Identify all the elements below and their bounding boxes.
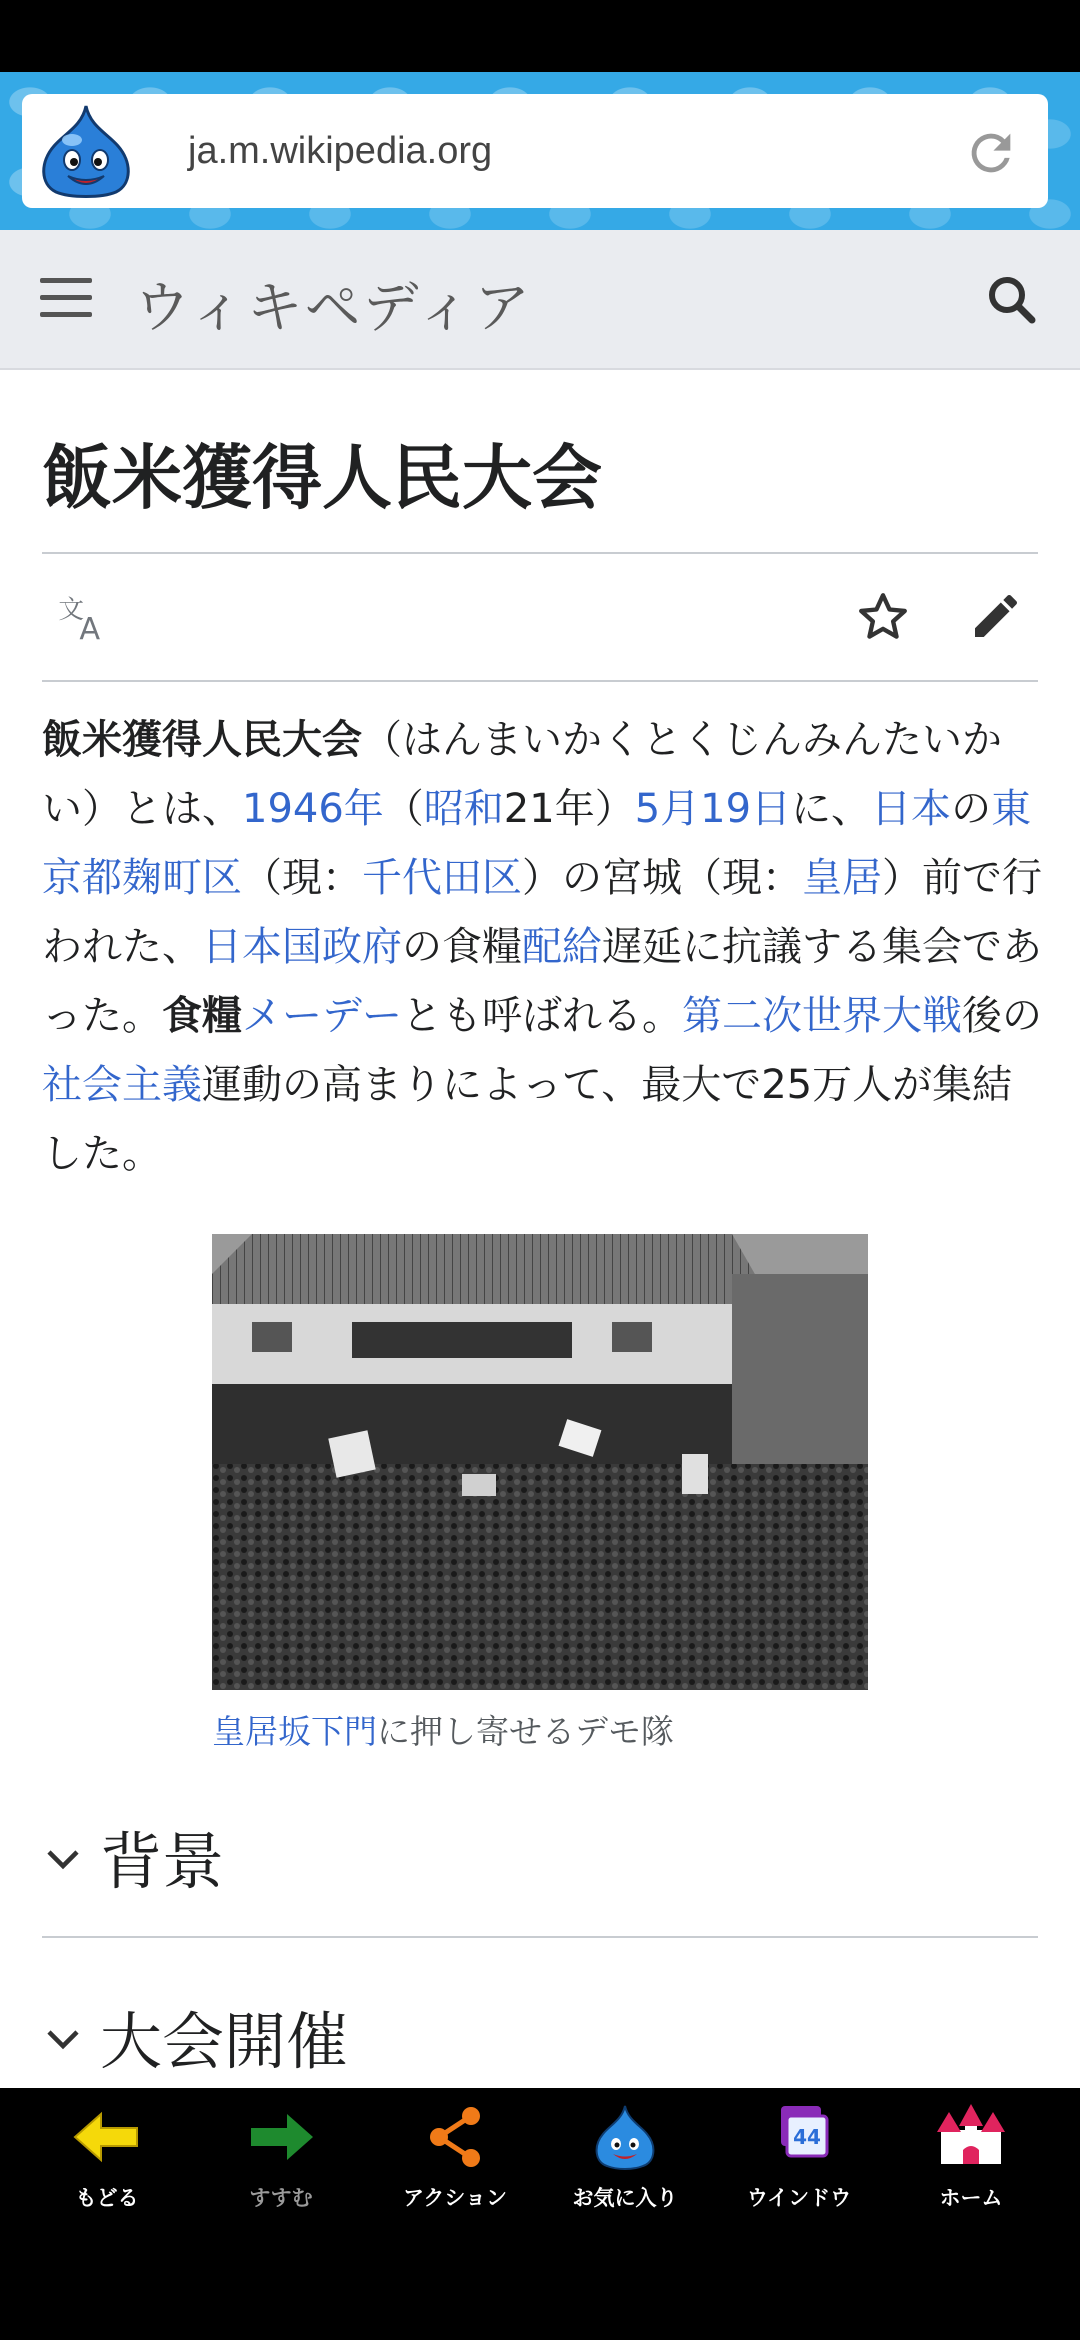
page-actions: [42, 554, 1038, 678]
svg-text:文: 文: [58, 595, 84, 625]
section-heading-background[interactable]: [42, 1802, 1038, 1912]
link-government[interactable]: 日本国政府: [202, 924, 402, 970]
section-heading-event[interactable]: [42, 1982, 1038, 2088]
bold-term: 飯米獲得人民大会: [42, 717, 362, 763]
bold-alias: 食糧: [162, 993, 242, 1039]
back-arrow-icon: [67, 2102, 147, 2172]
watch-star-icon[interactable]: [854, 588, 912, 646]
menu-icon[interactable]: [40, 278, 92, 322]
language-icon[interactable]: [56, 590, 112, 646]
link-may-19[interactable]: 5月19日: [634, 786, 792, 832]
lead-paragraph: 飯米獲得人民大会（はんまいかくとくじんみんたいかい）とは、1946年（昭和21年）5月19日に、日本の東京都麹町区（現：千代田区）の宮城（現：皇居）前で行われた、日本国政府の食糧配給遅延に抗議する集会であった。食糧メーデーとも呼ばれる。第二次世界大戦後の社会主義運動の高まりによって、最大で25万人が集結した。: [42, 717, 1042, 1177]
chevron-down-icon: [42, 1838, 84, 1880]
article-photo[interactable]: [212, 1234, 868, 1690]
svg-text:A: A: [79, 612, 101, 646]
url-text[interactable]: ja.m.wikipedia.org: [188, 130, 493, 172]
url-bar[interactable]: [22, 94, 1048, 208]
windows-button[interactable]: 44 ウインドウ: [714, 2102, 884, 2212]
edit-pencil-icon[interactable]: [968, 588, 1024, 644]
share-icon: [415, 2102, 495, 2172]
photo-caption: 皇居坂下門に押し寄せるデモ隊: [212, 1712, 674, 1751]
link-sakashitamon[interactable]: 皇居坂下門: [212, 1712, 377, 1751]
favorites-button[interactable]: お気に入り: [540, 2102, 710, 2212]
reload-icon[interactable]: [962, 124, 1020, 182]
chevron-down-icon: [42, 2018, 84, 2060]
home-button[interactable]: ホーム: [886, 2102, 1056, 2212]
link-kojimachi[interactable]: 東京都麹町区: [42, 786, 1032, 901]
divider: [42, 680, 1038, 682]
slime-logo-icon[interactable]: [34, 100, 138, 200]
forward-arrow-icon: [241, 2102, 321, 2172]
status-bar: [0, 0, 1080, 72]
bottom-navigation: [0, 2088, 1080, 2340]
slime-icon: [585, 2102, 665, 2172]
link-1946[interactable]: 1946年: [242, 786, 384, 832]
action-button[interactable]: アクション: [370, 2102, 540, 2212]
link-japan[interactable]: 日本: [871, 786, 952, 832]
link-showa[interactable]: 昭和: [423, 786, 504, 832]
divider: [42, 1936, 1038, 1938]
browser-toolbar: [0, 72, 1080, 230]
section-title: 背景: [100, 1825, 225, 1898]
page-title: 飯米獲得人民大会: [42, 436, 602, 519]
link-mayday[interactable]: メーデー: [242, 993, 402, 1039]
article-content: [0, 370, 1080, 2088]
forward-button[interactable]: すすむ: [196, 2102, 366, 2212]
search-icon[interactable]: [982, 270, 1042, 330]
link-chiyoda[interactable]: 千代田区: [362, 855, 522, 901]
window-count-badge: 44: [793, 2125, 821, 2149]
castle-home-icon: [931, 2102, 1011, 2172]
wikipedia-logo[interactable]: ウィキペディア: [134, 276, 533, 341]
link-kokyo[interactable]: 皇居: [802, 855, 882, 901]
back-button[interactable]: もどる: [22, 2102, 192, 2212]
wiki-header: [0, 230, 1080, 370]
link-haikyu[interactable]: 配給: [522, 924, 602, 970]
section-title: 大会開催: [100, 2005, 349, 2078]
windows-icon: [759, 2102, 839, 2172]
link-ww2[interactable]: 第二次世界大戦: [682, 993, 962, 1039]
link-socialism[interactable]: 社会主義: [42, 1062, 202, 1108]
